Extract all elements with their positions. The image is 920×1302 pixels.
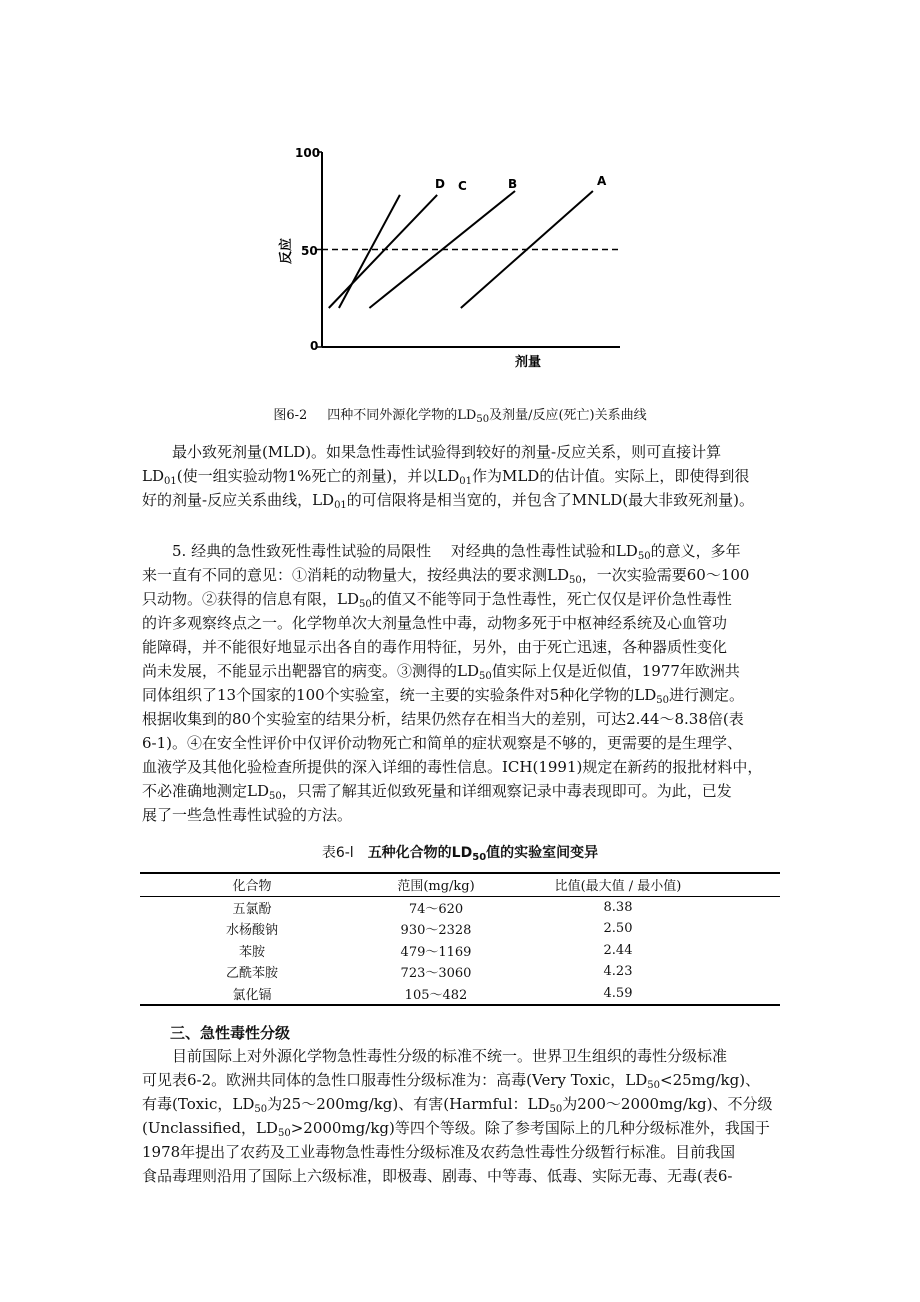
text-line: 不必准确地测定$LD_{50}$，只需了解其近似致死量和详细观察记录中毒表现即可。为此，已发	[142, 782, 732, 802]
table-title-subscript: 50	[472, 852, 487, 863]
text-line: 展了一些急性毒性试验的方法。	[142, 806, 353, 824]
cell-ratio: 4.59	[603, 985, 633, 1001]
cell-compound: 五氯酚	[232, 901, 272, 917]
table-row	[140, 896, 780, 918]
header-range: 范围(mg/kg)	[397, 879, 475, 895]
tick-label-100: 100	[295, 146, 321, 160]
header-spacer	[728, 873, 780, 896]
ld50-variation-table	[140, 872, 780, 1006]
caption-subscript: 50	[476, 414, 490, 425]
cell-range: 723～3060	[400, 966, 472, 982]
line-label-b: B	[508, 177, 518, 191]
text-line: 来一直有不同的意见：①消耗的动物量大，按经典法的要求测$LD_{50}$，一次实验需要60～100	[142, 566, 750, 586]
text-line: $LD_{01}$(使一组实验动物1%死亡的剂量)，并以$LD_{01}$作为MLD的估计值。实际上，即使得到很	[142, 467, 750, 487]
y-axis-label: 反应	[279, 237, 294, 264]
cell-range: 479～1169	[400, 944, 472, 960]
table-title-text: 五种化合物的LD	[367, 845, 473, 861]
cell-range: 74～620	[408, 901, 464, 917]
series-line-c	[329, 195, 437, 308]
tick-label-50: 50	[301, 244, 318, 258]
table-number: 表6-l	[321, 845, 354, 861]
dose-response-chart	[270, 140, 650, 390]
text-line: 尚未发展，不能显示出靶器官的病变。③测得的$LD_{50}$值实际上仅是近似值，1977年欧洲共	[142, 662, 740, 682]
table-row	[140, 961, 780, 983]
table-title	[0, 842, 920, 863]
text-line: 能障碍，并不能很好地显示出各自的毒作用特征，另外，由于死亡迅速，各种器质性变化	[142, 638, 728, 656]
text-line: 根据收集到的80个实验室的结果分析，结果仍然存在相当大的差别，可达2.44～8.38倍(表	[142, 710, 744, 728]
caption-text: 四种不同外源化学物的LD	[327, 408, 477, 423]
text-line: 食品毒理则沿用了国际上六级标准，即极毒、剧毒、中等毒、低毒、实际无毒、无毒(表6-	[142, 1167, 733, 1185]
cell-ratio: 8.38	[603, 899, 633, 915]
paragraph-mld	[142, 440, 782, 512]
line-label-c: C	[458, 179, 467, 193]
section-heading: 三、急性毒性分级	[170, 1024, 291, 1042]
text-line: (Unclassified，$LD_{50}>2000mg/kg$)等四个等级。除了参考国际上的几种分级标准外，我国于	[142, 1119, 770, 1139]
text-line: 目前国际上对外源化学物急性毒性分级的标准不统一。世界卫生组织的毒性分级标准	[172, 1047, 728, 1065]
header-ratio: 比值(最大值 / 最小值)	[554, 879, 682, 895]
table-row	[140, 940, 780, 962]
cell-compound: 乙酰苯胺	[225, 966, 278, 982]
cell-range: 930～2328	[400, 923, 472, 939]
line-label-a: A	[597, 174, 607, 188]
paragraph-classification	[142, 1044, 782, 1188]
dose-response-figure	[270, 140, 650, 390]
cell-ratio: 2.50	[603, 921, 633, 937]
cell-range: 105～482	[404, 987, 468, 1003]
cell-compound: 苯胺	[238, 944, 265, 960]
figure-number: 图6-2	[273, 408, 308, 423]
table-title-text-end: 值的实验室间变异	[486, 845, 599, 861]
table-row	[140, 918, 780, 940]
text-line: 可见表6-2。欧洲共同体的急性口服毒性分级标准为：高毒(Very Toxic，$LD_{50}<25mg/kg$)、	[142, 1071, 761, 1091]
text-line: 6-1)。④在安全性评价中仅评价动物死亡和简单的症状观察是不够的，更需要的是生理学、	[142, 734, 743, 752]
text-line: 1978年提出了农药及工业毒物急性毒性分级标准及农药急性毒性分级暂行标准。目前我国	[142, 1143, 736, 1161]
text-line: 只动物。②获得的信息有限，$LD_{50}$的值又不能等同于急性毒性，死亡仅仅是评价急性毒性	[142, 590, 732, 610]
cell-ratio: 4.23	[603, 964, 633, 980]
paragraph-limitations	[142, 539, 782, 827]
table-row	[140, 983, 780, 1006]
tick-label-0: 0	[310, 339, 319, 353]
cell-compound: 氯化镉	[232, 987, 272, 1003]
text-line: 同体组织了13个国家的100个实验室，统一主要的实验条件对5种化学物的$LD_{50}$进行测定。	[142, 686, 745, 706]
text-line: 5. 经典的急性致死性毒性试验的局限性 对经典的急性毒性试验和$LD_{50}$的意义，多年	[172, 542, 741, 562]
line-label-d: D	[435, 177, 445, 191]
text-line: 好的剂量-反应关系曲线，$LD_{01}$的可信限将是相当宽的，并包含了MNLD(最大非致死剂量)。	[142, 491, 754, 511]
cell-compound: 水杨酸钠	[225, 923, 278, 939]
cell-ratio: 2.44	[603, 942, 633, 958]
figure-caption	[0, 404, 920, 425]
header-compound: 化合物	[232, 879, 272, 895]
text-line: 血液学及其他化验检查所提供的深入详细的毒性信息。ICH(1991)规定在新药的报批材料中，	[142, 758, 763, 776]
text-line: 有毒(Toxic，$LD_{50}$为25～200mg/kg)、有害(Harmful：$LD_{50}$为200～2000mg/kg)、不分级	[142, 1095, 773, 1115]
table-header-row	[140, 873, 780, 896]
x-axis-label: 剂量	[515, 355, 542, 370]
text-line: 最小致死剂量(MLD)。如果急性毒性试验得到较好的剂量-反应关系，则可直接计算	[172, 443, 722, 461]
text-line: 的许多观察终点之一。化学物单次大剂量急性中毒，动物多死于中枢神经系统及心血管功	[142, 614, 728, 632]
caption-text-end: 及剂量/反应(死亡)关系曲线	[489, 408, 647, 423]
